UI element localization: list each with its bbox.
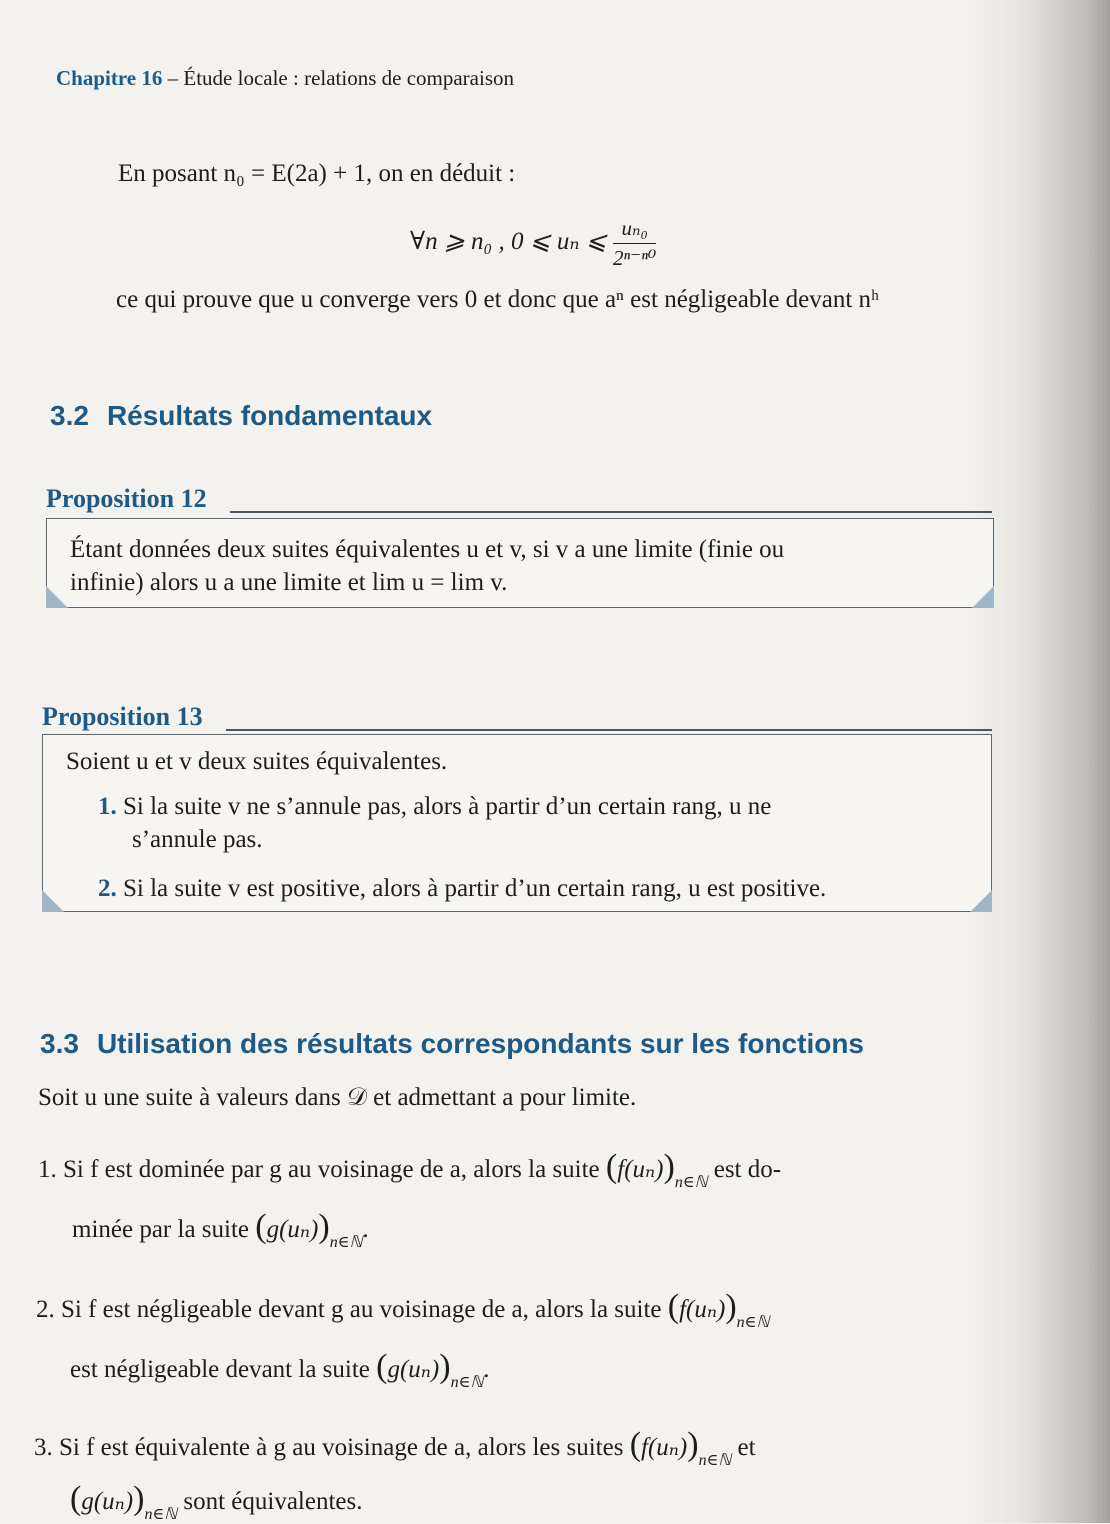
proposition-13-rule [226,729,992,731]
index-label: n∈ℕ [144,1506,178,1523]
intro-line-2: ce qui prouve que u converge vers 0 et donc que aⁿ est négligeable devant nʰ [116,286,880,313]
section-3-3-intro: Soit u une suite à valeurs dans 𝒟 et admettant a pour limite. [38,1084,637,1111]
proposition-13-item-1-cont: s’annule pas. [132,826,263,853]
item-text: est négligeable devant la suite [70,1356,370,1383]
proposition-12-line-2: infinie) alors u a une limite et lim u = lim v. [70,569,508,596]
section-title: Utilisation des résultats correspondants sur les fonctions [96,1028,864,1059]
item-text: Si f est dominée par g au voisinage de a, alors la suite [63,1156,600,1183]
item-number: 2. [98,875,117,902]
item-tail: et [737,1434,756,1461]
intro-line-1: En posant n₀ = E(2a) + 1, on en déduit : [118,160,516,187]
section-3-2-heading [50,400,432,432]
intro-formula [410,216,656,271]
sequence-g: $(g(u_n))_{n\in ℕ}$ [255,1208,363,1251]
list-item-3-line-1 [34,1426,756,1470]
formula-fraction [613,216,656,271]
proposition-13-item-2 [98,872,826,905]
formula-numerator: uₙ₀ [613,216,656,244]
chapter-label: Chapitre 16 [56,66,163,90]
sequence-f: $(f(u_n))_{n\in ℕ}$ [667,1288,770,1331]
proposition-12-rule [230,511,992,513]
item-text: Si f est négligeable devant g au voisinage de a, alors la suite [61,1296,662,1323]
item-tail: . [362,1216,369,1243]
item-text: Si la suite v ne s’annule pas, alors à partir d’un certain rang, u ne [123,793,772,820]
index-label: n∈ℕ [698,1452,732,1469]
item-number: 2. [36,1296,55,1323]
chapter-title: – Étude locale : relations de comparaison [162,66,515,90]
item-text: Si la suite v est positive, alors à partir d’un certain rang, u est positive. [123,875,827,902]
list-item-1-line-1 [38,1148,781,1192]
item-number: 1. [98,793,117,820]
formula-left: ∀n ⩾ n₀ , 0 ⩽ uₙ ⩽ [410,228,607,256]
list-item-2-line-1 [36,1288,769,1332]
sequence-g: $(g(u_n))_{n\in ℕ}$ [70,1480,178,1523]
index-label: n∈ℕ [329,1234,363,1251]
item-text: Si f est équivalente à g au voisinage de a, alors les suites [59,1434,624,1461]
list-item-3-line-2 [70,1480,363,1524]
proposition-13-heading: Proposition 13 [42,702,203,731]
item-tail: sont équivalentes. [183,1488,363,1515]
index-label: n∈ℕ [450,1374,484,1391]
proposition-12-line-1: Étant données deux suites équivalentes u et v, si v a une limite (finie ou [70,536,785,563]
section-number: 3.3 [40,1028,79,1059]
index-label: n∈ℕ [736,1314,770,1331]
section-3-3-heading [40,1028,864,1060]
section-number: 3.2 [50,400,89,431]
item-number: 1. [38,1156,57,1183]
running-header [56,66,514,91]
sequence-f: $(f(u_n))_{n\in ℕ}$ [629,1426,732,1469]
item-tail: est do- [713,1156,782,1183]
list-item-1-line-2 [72,1208,369,1252]
item-text: minée par la suite [72,1216,250,1243]
index-label: n∈ℕ [674,1174,708,1191]
sequence-f: $(f(u_n))_{n\in ℕ}$ [605,1148,708,1191]
list-item-2-line-2 [70,1348,490,1392]
item-tail: . [483,1356,490,1383]
proposition-13-intro: Soient u et v deux suites équivalentes. [66,748,448,775]
item-number: 3. [34,1434,53,1461]
proposition-13-item-1 [98,790,771,823]
proposition-12-heading: Proposition 12 [46,484,207,513]
formula-denominator: 2ⁿ⁻ⁿ⁰ [613,246,657,270]
sequence-g: $(g(u_n))_{n\in ℕ}$ [376,1348,484,1391]
section-title: Résultats fondamentaux [106,400,433,431]
